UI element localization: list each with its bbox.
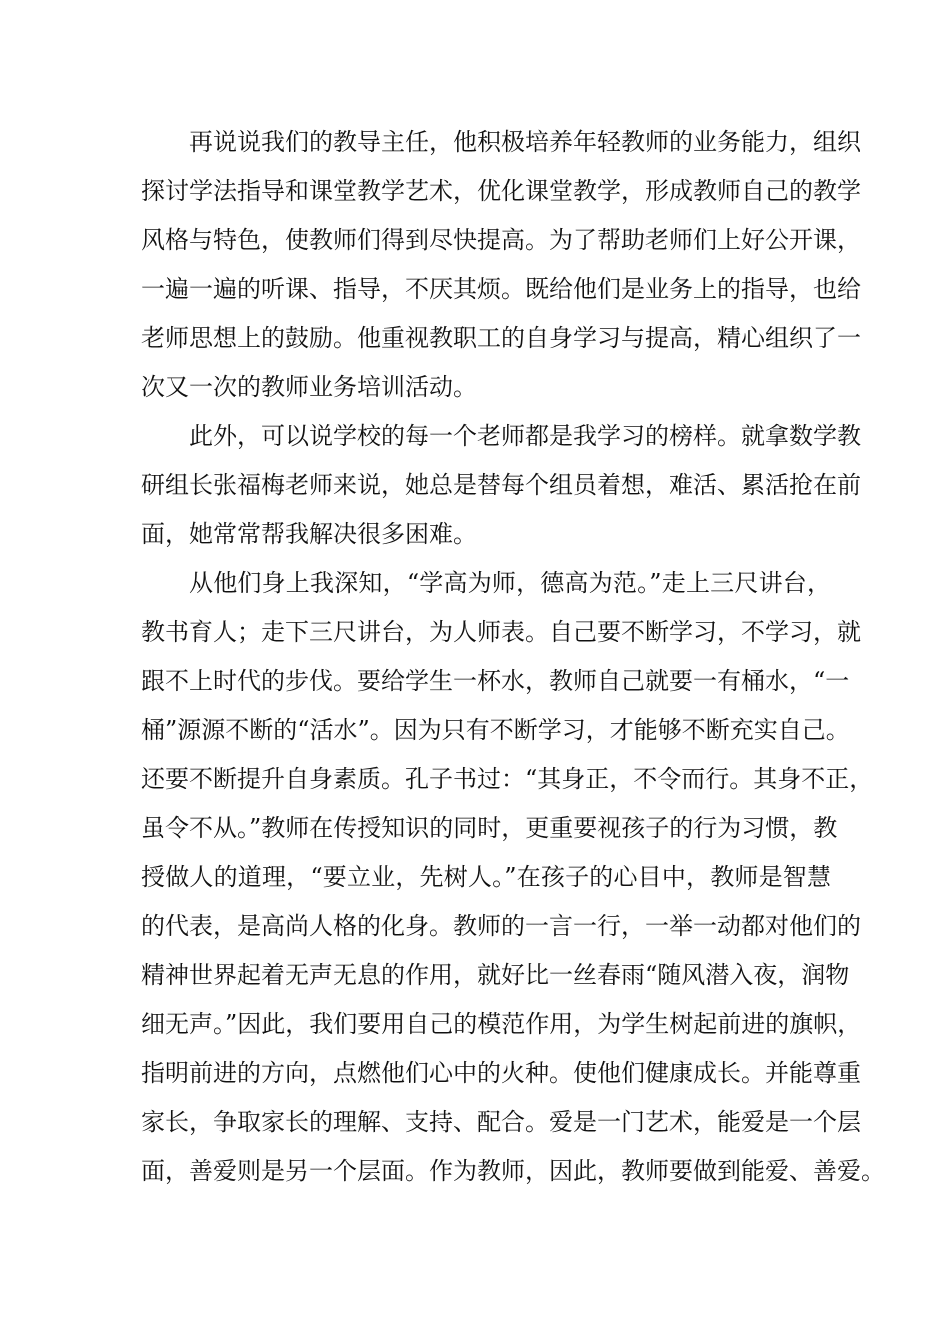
line-text: 细无声。”因此，我们要用自己的模范作用，为学生树起前进的旗帜， bbox=[141, 1010, 862, 1038]
text-line bbox=[141, 314, 861, 363]
text-line bbox=[141, 559, 831, 608]
text-line bbox=[141, 902, 861, 951]
line-text: 教书育人；走下三尺讲台，为人师表。自己要不断学习，不学习，就 bbox=[141, 618, 861, 646]
text-line bbox=[141, 755, 874, 804]
text-line bbox=[141, 853, 831, 902]
text-line bbox=[141, 461, 861, 510]
line-text: 跟不上时代的步伐。要给学生一杯水，教师自己就要一有桶水，“一 bbox=[141, 667, 850, 695]
text-line bbox=[141, 412, 861, 461]
line-text: 研组长张福梅老师来说，她总是替每个组员着想，难活、累活抢在前 bbox=[141, 471, 861, 499]
text-line bbox=[141, 363, 831, 412]
text-line bbox=[141, 1147, 885, 1196]
line-text: 虽令不从。”教师在传授知识的同时，更重要视孩子的行为习惯，教 bbox=[141, 814, 838, 842]
line-text: 桶”源源不断的“活水”。因为只有不断学习，才能够不断充实自己。 bbox=[141, 716, 850, 744]
line-text: 面，她常常帮我解决很多困难。 bbox=[141, 520, 477, 548]
text-line bbox=[141, 804, 838, 853]
text-line bbox=[141, 118, 861, 167]
line-text: 再说说我们的教导主任，他积极培养年轻教师的业务能力，组织 bbox=[189, 128, 861, 156]
text-line bbox=[141, 951, 850, 1000]
text-line bbox=[141, 1000, 862, 1049]
line-text: 还要不断提升自身素质。孔子书过：“其身正，不令而行。其身不正， bbox=[141, 765, 874, 793]
line-text: 老师思想上的鼓励。他重视教职工的自身学习与提高，精心组织了一 bbox=[141, 324, 861, 352]
line-text: 一遍一遍的听课、指导，不厌其烦。既给他们是业务上的指导，也给 bbox=[141, 275, 861, 303]
line-text: 的代表，是高尚人格的化身。教师的一言一行，一举一动都对他们的 bbox=[141, 912, 861, 940]
text-line bbox=[141, 510, 831, 559]
text-line bbox=[141, 1098, 861, 1147]
line-text: 家长，争取家长的理解、支持、配合。爱是一门艺术，能爱是一个层 bbox=[141, 1108, 861, 1136]
line-text: 从他们身上我深知，“学高为师，德高为范。”走上三尺讲台， bbox=[189, 569, 831, 597]
line-text: 指明前进的方向，点燃他们心中的火种。使他们健康成长。并能尊重 bbox=[141, 1059, 861, 1087]
text-line bbox=[141, 216, 861, 265]
line-text: 精神世界起着无声无息的作用，就好比一丝春雨“随风潜入夜，润物 bbox=[141, 961, 850, 989]
line-text: 风格与特色，使教师们得到尽快提高。为了帮助老师们上好公开课， bbox=[141, 226, 861, 254]
text-line bbox=[141, 265, 861, 314]
text-line bbox=[141, 657, 850, 706]
text-line bbox=[141, 706, 850, 755]
text-line bbox=[141, 608, 861, 657]
text-line bbox=[141, 167, 861, 216]
line-text: 面，善爱则是另一个层面。作为教师，因此，教师要做到能爱、善爱。 bbox=[141, 1157, 885, 1185]
line-text: 探讨学法指导和课堂教学艺术，优化课堂教学，形成教师自己的教学 bbox=[141, 177, 861, 205]
line-text: 次又一次的教师业务培训活动。 bbox=[141, 373, 477, 401]
line-text: 授做人的道理，“要立业，先树人。”在孩子的心目中，教师是智慧 bbox=[141, 863, 831, 891]
line-text: 此外，可以说学校的每一个老师都是我学习的榜样。就拿数学教 bbox=[189, 422, 861, 450]
document-body bbox=[141, 118, 885, 1196]
text-line bbox=[141, 1049, 861, 1098]
